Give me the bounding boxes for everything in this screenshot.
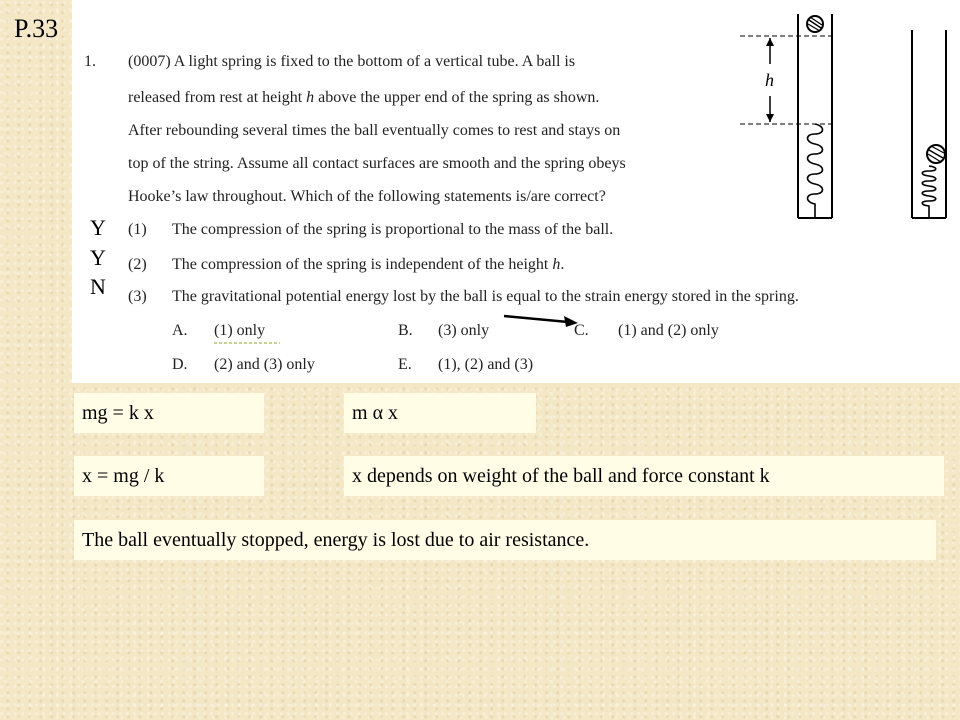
page-label: P.33: [14, 14, 59, 43]
note-x-depends: x depends on weight of the ball and force constant k: [344, 456, 944, 496]
question-line-2: released from rest at height h above the upper end of the spring as shown.: [128, 89, 600, 106]
question-number: 1.: [84, 53, 96, 70]
answer-statement-2: Y: [90, 245, 106, 270]
height-label: h: [765, 70, 774, 90]
question-scan: [72, 0, 960, 383]
equation-mg-kx: mg = k x: [74, 393, 264, 433]
option-d-text: (2) and (3) only: [214, 356, 315, 373]
option-a-underline: [214, 340, 284, 346]
option-a-text: (1) only: [214, 322, 266, 339]
equation-m-proportional-x: m α x: [344, 393, 536, 433]
statement-2-text: The compression of the spring is independent of the height h.: [172, 256, 565, 273]
option-e-letter: E.: [398, 356, 412, 373]
answer-arrow: [502, 310, 582, 330]
option-e-text: (1), (2) and (3): [438, 356, 534, 373]
answer-statement-1: Y: [90, 215, 106, 240]
statement-3-text: The gravitational potential energy lost by the ball is equal to the strain energy stored in the spring.: [172, 288, 799, 305]
question-line-1: (0007) A light spring is fixed to the bottom of a vertical tube. A ball is: [128, 53, 576, 70]
statement-2-number: (2): [128, 256, 147, 273]
spring-tube-diagram: [736, 6, 956, 228]
option-b-letter: B.: [398, 322, 413, 339]
option-c-text: (1) and (2) only: [618, 322, 719, 339]
statement-1-text: The compression of the spring is proportional to the mass of the ball.: [172, 221, 614, 238]
option-c-letter: C.: [574, 322, 589, 339]
equation-x-mg-over-k: x = mg / k: [74, 456, 264, 496]
option-a-letter: A.: [172, 322, 188, 339]
question-line-5: Hooke’s law throughout. Which of the following statements is/are correct?: [128, 188, 606, 205]
note-conclusion: The ball eventually stopped, energy is lost due to air resistance.: [74, 520, 936, 560]
statement-1-number: (1): [128, 221, 147, 238]
answer-statement-3: N: [90, 274, 106, 299]
question-line-3: After rebounding several times the ball eventually comes to rest and stays on: [128, 122, 621, 139]
option-b-text: (3) only: [438, 322, 490, 339]
statement-3-number: (3): [128, 288, 147, 305]
option-d-letter: D.: [172, 356, 188, 373]
question-line-4: top of the string. Assume all contact surfaces are smooth and the spring obeys: [128, 155, 626, 172]
